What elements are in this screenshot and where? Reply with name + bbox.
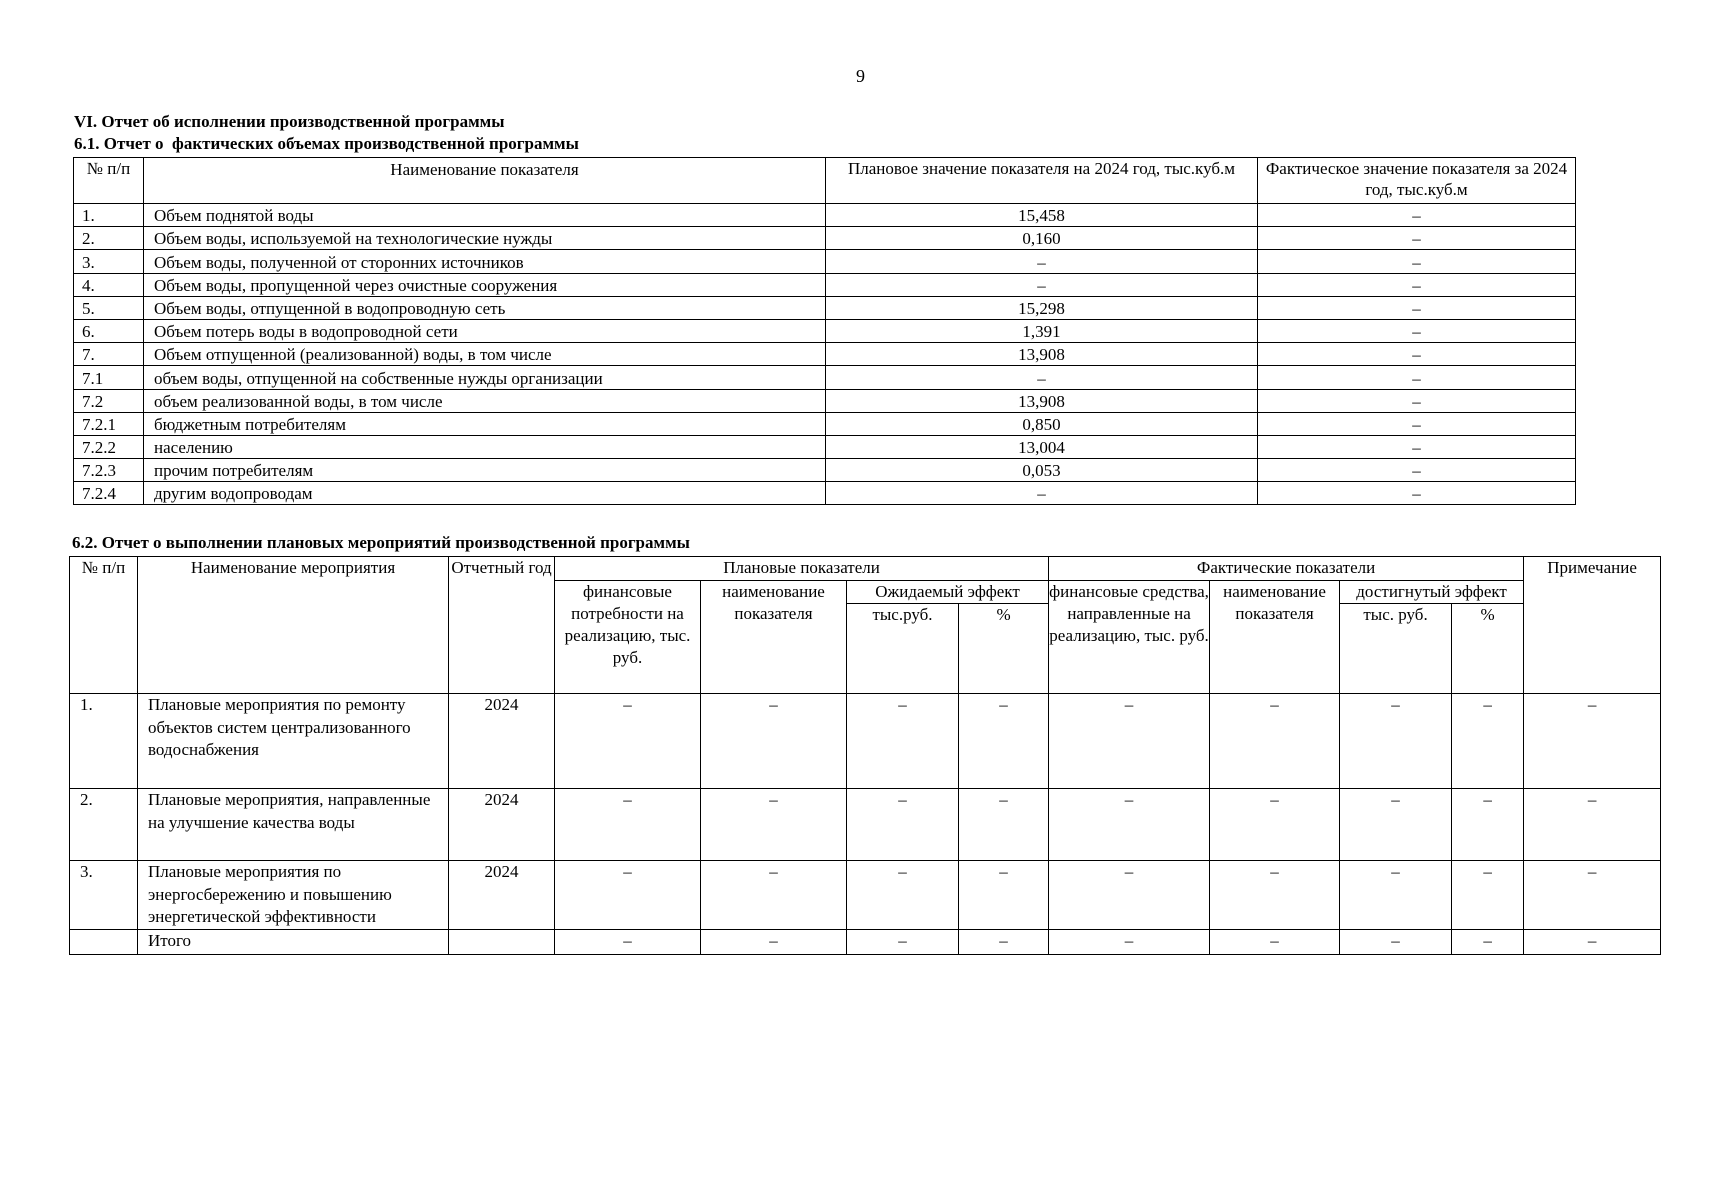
indicator-name: Объем воды, пропущенной через очистные сооружения: [144, 273, 826, 296]
report-year: [449, 930, 555, 955]
plan-value: 15,298: [826, 296, 1258, 319]
fact-value: –: [1258, 459, 1576, 482]
plan-fin-value: –: [555, 861, 701, 930]
table-row: [74, 459, 1576, 482]
header-fact-value: Фактическое значение показателя за 2024 год, тыс.куб.м: [1258, 158, 1576, 204]
fact-indicator-value: –: [1210, 930, 1340, 955]
fact-effect-rub-value: –: [1340, 694, 1452, 789]
indicator-name: Объем поднятой воды: [144, 204, 826, 227]
plan-value: 1,391: [826, 319, 1258, 342]
plan-value: 15,458: [826, 204, 1258, 227]
activity-name: Итого: [138, 930, 449, 955]
header-plan-effect-rub: тыс.руб.: [847, 604, 959, 694]
indicator-name: Объем воды, используемой на технологические нужды: [144, 227, 826, 250]
table-row: [74, 227, 1576, 250]
production-volumes-table: [73, 157, 1576, 505]
fact-value: –: [1258, 389, 1576, 412]
plan-value: 0,053: [826, 459, 1258, 482]
indicator-name: Объем отпущенной (реализованной) воды, в том числе: [144, 343, 826, 366]
planned-activities-body: [70, 694, 1661, 955]
row-num: 7.2: [74, 389, 144, 412]
report-year: 2024: [449, 694, 555, 789]
table-row: [74, 389, 1576, 412]
header-fact-fin: финансовые средства, направленные на реализацию, тыс. руб.: [1049, 581, 1210, 694]
table-row: [74, 343, 1576, 366]
header-note: Примечание: [1524, 557, 1661, 694]
note-value: –: [1524, 789, 1661, 861]
table-row: [70, 861, 1661, 930]
plan-value: 13,004: [826, 435, 1258, 458]
report-year: 2024: [449, 789, 555, 861]
header-fact-effect-pct: %: [1452, 604, 1524, 694]
production-volumes-body: [74, 204, 1576, 505]
section-title: VI. Отчет об исполнении производственной программы: [74, 112, 505, 131]
plan-effect-pct-value: –: [959, 789, 1049, 861]
row-num: 7.: [74, 343, 144, 366]
fact-effect-pct-value: –: [1452, 789, 1524, 861]
row-num: 7.2.3: [74, 459, 144, 482]
indicator-name: объем реализованной воды, в том числе: [144, 389, 826, 412]
fact-fin-value: –: [1049, 789, 1210, 861]
fact-effect-rub-value: –: [1340, 789, 1452, 861]
fact-indicator-value: –: [1210, 861, 1340, 930]
fact-indicator-value: –: [1210, 694, 1340, 789]
fact-value: –: [1258, 250, 1576, 273]
plan-effect-rub-value: –: [847, 930, 959, 955]
header-plan-value: Плановое значение показателя на 2024 год, тыс.куб.м: [826, 158, 1258, 204]
fact-indicator-value: –: [1210, 789, 1340, 861]
plan-effect-pct-value: –: [959, 861, 1049, 930]
fact-effect-pct-value: –: [1452, 694, 1524, 789]
page-number: 9: [856, 66, 865, 86]
plan-indicator-value: –: [701, 930, 847, 955]
plan-indicator-value: –: [701, 861, 847, 930]
plan-fin-value: –: [555, 789, 701, 861]
plan-value: 13,908: [826, 343, 1258, 366]
fact-fin-value: –: [1049, 930, 1210, 955]
header-row-1: [70, 557, 1661, 581]
indicator-name: Объем потерь воды в водопроводной сети: [144, 319, 826, 342]
note-value: –: [1524, 694, 1661, 789]
fact-fin-value: –: [1049, 694, 1210, 789]
total-row: [70, 930, 1661, 955]
subsection-62-title: 6.2. Отчет о выполнении плановых мероприятий производственной программы: [72, 533, 690, 552]
row-num: 7.2.2: [74, 435, 144, 458]
header-fact-indicator: наименование показателя: [1210, 581, 1340, 694]
table-row: [74, 319, 1576, 342]
plan-value: –: [826, 273, 1258, 296]
activity-name: Плановые мероприятия, направленные на улучшение качества воды: [138, 789, 449, 861]
fact-value: –: [1258, 227, 1576, 250]
table-header-row: [74, 158, 1576, 204]
plan-effect-rub-value: –: [847, 694, 959, 789]
header-plan-effect: Ожидаемый эффект: [847, 581, 1049, 604]
row-num: 3.: [74, 250, 144, 273]
plan-value: 0,160: [826, 227, 1258, 250]
table-row: [74, 366, 1576, 389]
plan-indicator-value: –: [701, 789, 847, 861]
fact-value: –: [1258, 482, 1576, 505]
plan-value: 0,850: [826, 412, 1258, 435]
note-value: –: [1524, 861, 1661, 930]
fact-effect-rub-value: –: [1340, 861, 1452, 930]
subsection-61-title: 6.1. Отчет о фактических объемах производственной программы: [74, 134, 579, 153]
row-num: 2.: [70, 789, 138, 861]
activity-name: Плановые мероприятия по ремонту объектов систем централизованного водоснабжения: [138, 694, 449, 789]
row-num: 2.: [74, 227, 144, 250]
table-row: [74, 204, 1576, 227]
fact-effect-pct-value: –: [1452, 930, 1524, 955]
table-row: [74, 250, 1576, 273]
table-row: [74, 412, 1576, 435]
plan-value: –: [826, 250, 1258, 273]
indicator-name: населению: [144, 435, 826, 458]
table-row: [74, 435, 1576, 458]
header-num: № п/п: [70, 557, 138, 694]
table-row: [70, 789, 1661, 861]
row-num: 1.: [70, 694, 138, 789]
indicator-name: бюджетным потребителям: [144, 412, 826, 435]
fact-value: –: [1258, 343, 1576, 366]
activity-name: Плановые мероприятия по энергосбережению и повышению энергетической эффективности: [138, 861, 449, 930]
table-row: [70, 694, 1661, 789]
header-fact-effect: достигнутый эффект: [1340, 581, 1524, 604]
indicator-name: Объем воды, полученной от сторонних источников: [144, 250, 826, 273]
report-year: 2024: [449, 861, 555, 930]
header-indicator-name: Наименование показателя: [144, 158, 826, 204]
plan-indicator-value: –: [701, 694, 847, 789]
plan-value: –: [826, 366, 1258, 389]
note-value: –: [1524, 930, 1661, 955]
table-row: [74, 296, 1576, 319]
fact-effect-pct-value: –: [1452, 861, 1524, 930]
row-num: 4.: [74, 273, 144, 296]
row-num: 1.: [74, 204, 144, 227]
table-row: [74, 273, 1576, 296]
plan-effect-pct-value: –: [959, 930, 1049, 955]
header-plan-effect-pct: %: [959, 604, 1049, 694]
row-num: [70, 930, 138, 955]
fact-value: –: [1258, 273, 1576, 296]
plan-effect-pct-value: –: [959, 694, 1049, 789]
row-num: 5.: [74, 296, 144, 319]
plan-fin-value: –: [555, 930, 701, 955]
fact-value: –: [1258, 366, 1576, 389]
header-activity-name: Наименование мероприятия: [138, 557, 449, 694]
plan-effect-rub-value: –: [847, 861, 959, 930]
indicator-name: другим водопроводам: [144, 482, 826, 505]
fact-value: –: [1258, 412, 1576, 435]
header-fact-effect-rub: тыс. руб.: [1340, 604, 1452, 694]
fact-value: –: [1258, 435, 1576, 458]
plan-value: 13,908: [826, 389, 1258, 412]
fact-value: –: [1258, 296, 1576, 319]
fact-value: –: [1258, 319, 1576, 342]
header-num: № п/п: [74, 158, 144, 204]
row-num: 7.2.1: [74, 412, 144, 435]
row-num: 3.: [70, 861, 138, 930]
header-plan-indicator: наименование показателя: [701, 581, 847, 694]
indicator-name: Объем воды, отпущенной в водопроводную сеть: [144, 296, 826, 319]
header-fact-group: Фактические показатели: [1049, 557, 1524, 581]
table-row: [74, 482, 1576, 505]
indicator-name: прочим потребителям: [144, 459, 826, 482]
header-report-year: Отчетный год: [449, 557, 555, 694]
fact-effect-rub-value: –: [1340, 930, 1452, 955]
row-num: 7.2.4: [74, 482, 144, 505]
plan-effect-rub-value: –: [847, 789, 959, 861]
row-num: 6.: [74, 319, 144, 342]
fact-value: –: [1258, 204, 1576, 227]
planned-activities-table: [69, 556, 1661, 955]
row-num: 7.1: [74, 366, 144, 389]
header-plan-group: Плановые показатели: [555, 557, 1049, 581]
plan-value: –: [826, 482, 1258, 505]
plan-fin-value: –: [555, 694, 701, 789]
fact-fin-value: –: [1049, 861, 1210, 930]
header-plan-fin: финансовые потребности на реализацию, тыс. руб.: [555, 581, 701, 694]
indicator-name: объем воды, отпущенной на собственные нужды организации: [144, 366, 826, 389]
